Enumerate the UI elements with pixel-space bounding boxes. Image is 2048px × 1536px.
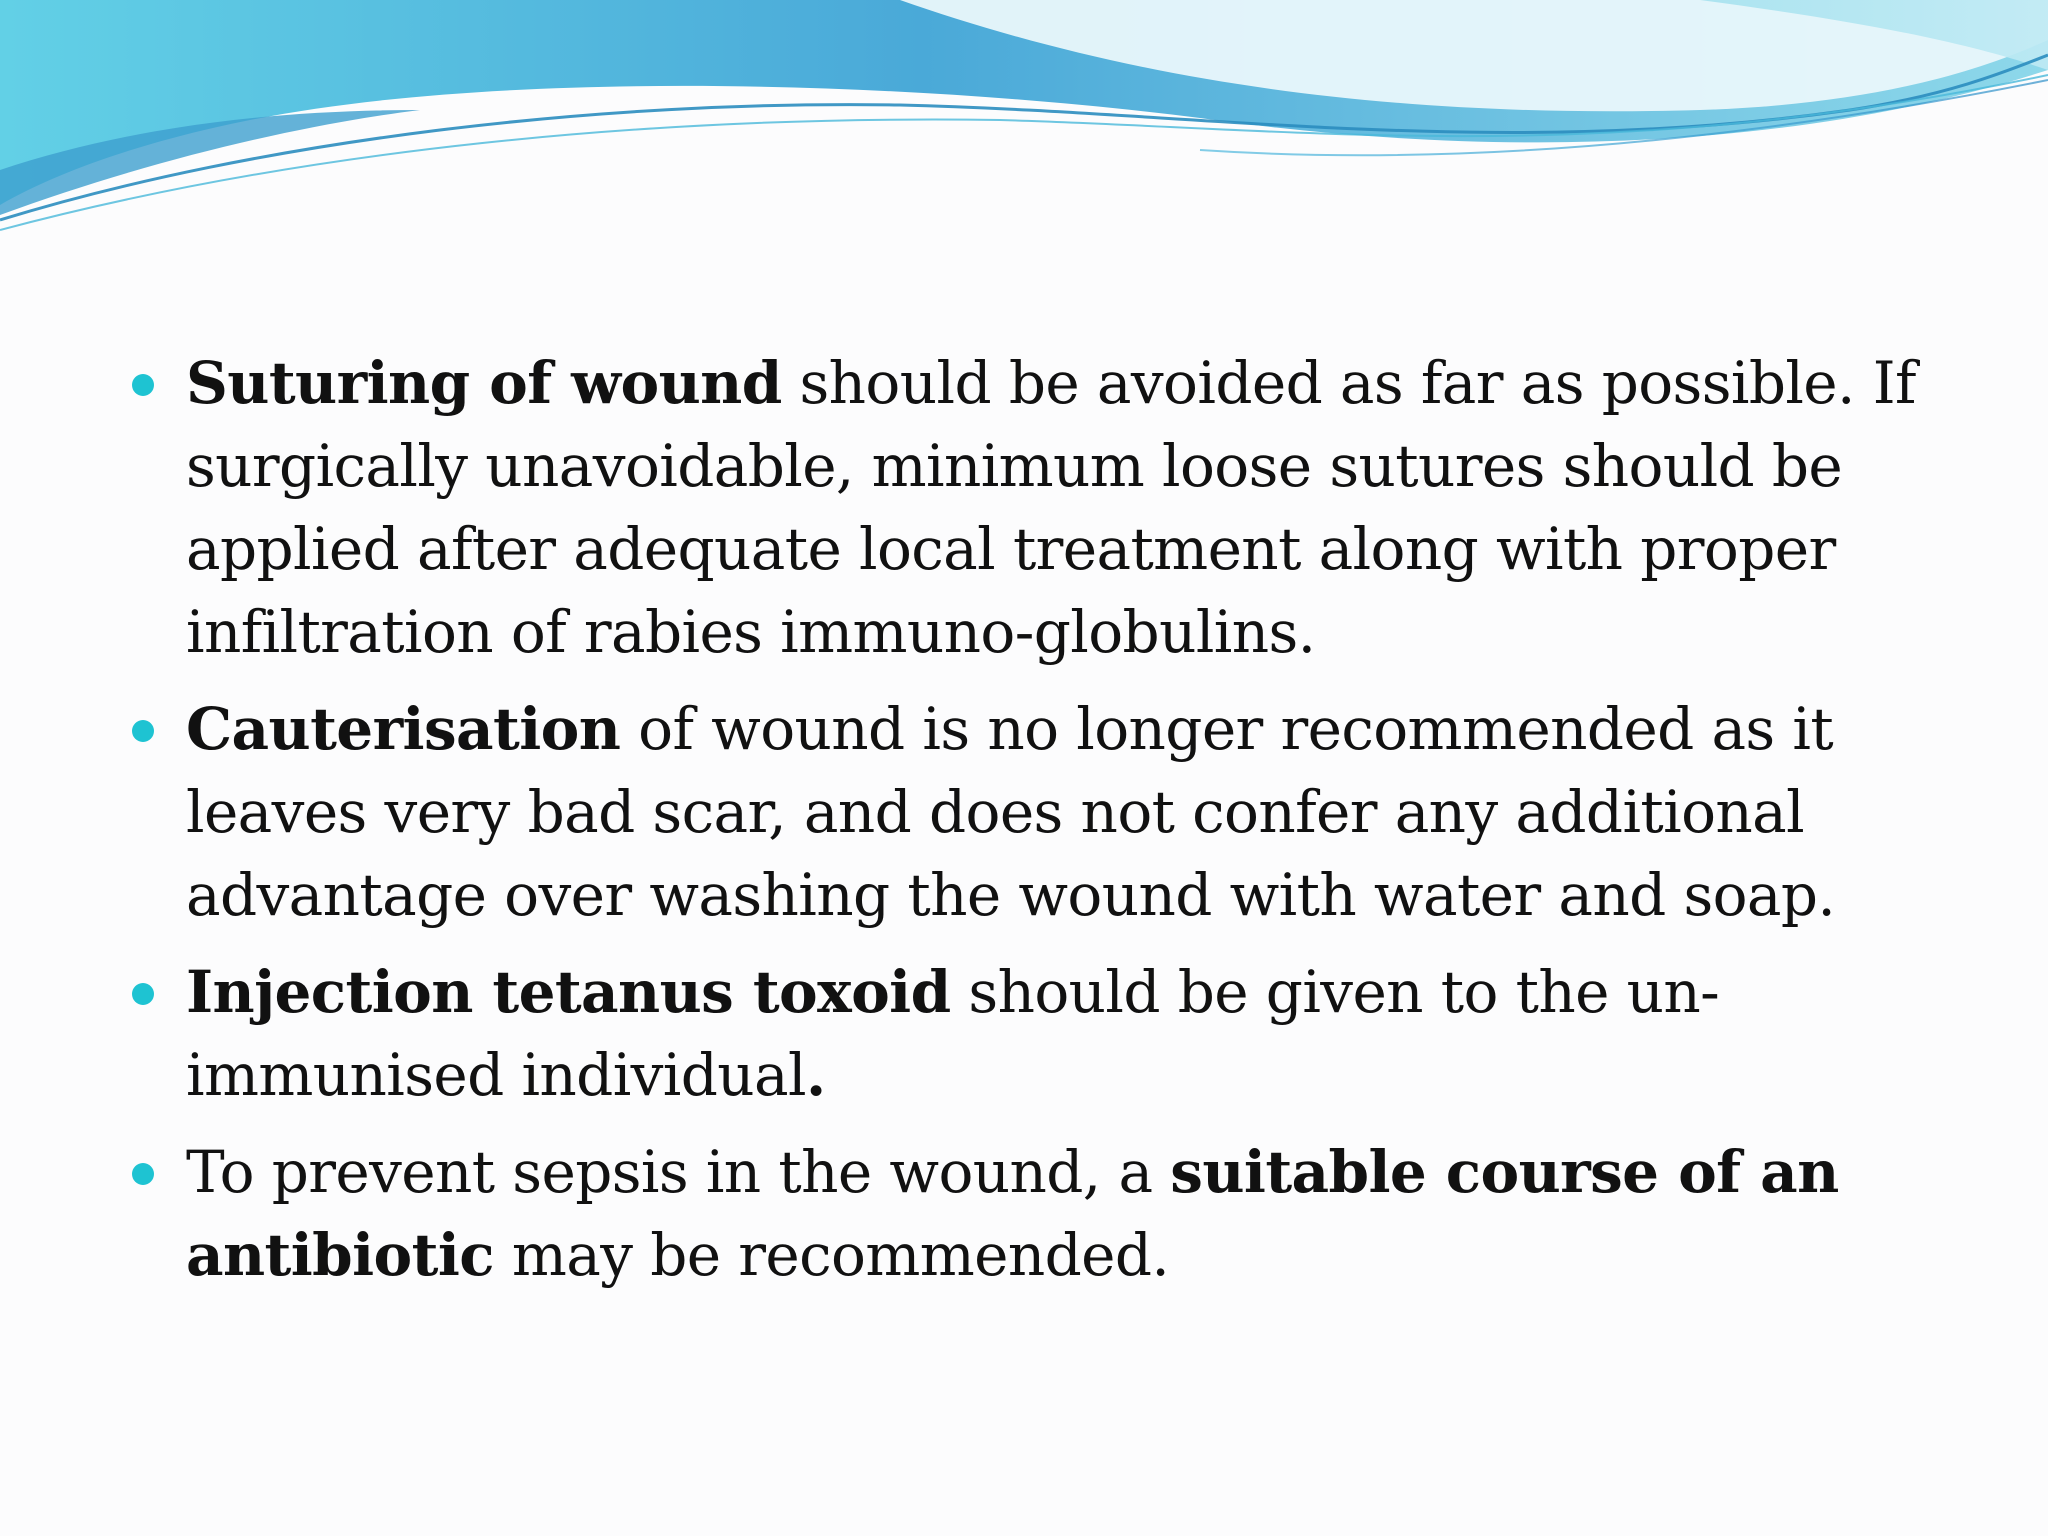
bullet-cauterisation — [126, 688, 1986, 937]
bullet-text: of wound is no longer recommended as it leaves very bad scar, and does not confer any additional advantage over washing the wound with water and soap. — [186, 695, 1836, 929]
bullet-dot-icon — [132, 374, 154, 396]
bullet-bold-tail: . — [805, 1041, 826, 1109]
bullet-antibiotic — [126, 1131, 1986, 1297]
bullet-list — [126, 342, 1986, 1297]
bullet-bold-lead: Injection tetanus toxoid — [186, 958, 951, 1026]
bullet-dot-icon — [132, 720, 154, 742]
header-wave-decoration — [0, 0, 2048, 240]
bullet-bold-lead: Suturing of wound — [186, 349, 782, 417]
bullet-text: should be avoided as far as possible. If surgically unavoidable, minimum loose sutures should be applied after adequate local treatment along with proper infiltration of rabies immuno-globulins. — [186, 349, 1916, 666]
bullet-text: should be given to the un-immunised individual — [186, 958, 1720, 1109]
bullet-bold-lead: Cauterisation — [186, 695, 621, 763]
bullet-tail: may be recommended. — [494, 1221, 1170, 1289]
bullet-tetanus — [126, 951, 1986, 1117]
bullet-bold-mid: suitable course of an antibiotic — [186, 1138, 1839, 1289]
slide-body — [126, 342, 1986, 1311]
bullet-dot-icon — [132, 983, 154, 1005]
bullet-text: To prevent sepsis in the wound, a — [186, 1138, 1171, 1206]
bullet-dot-icon — [132, 1163, 154, 1185]
bullet-suturing — [126, 342, 1986, 674]
